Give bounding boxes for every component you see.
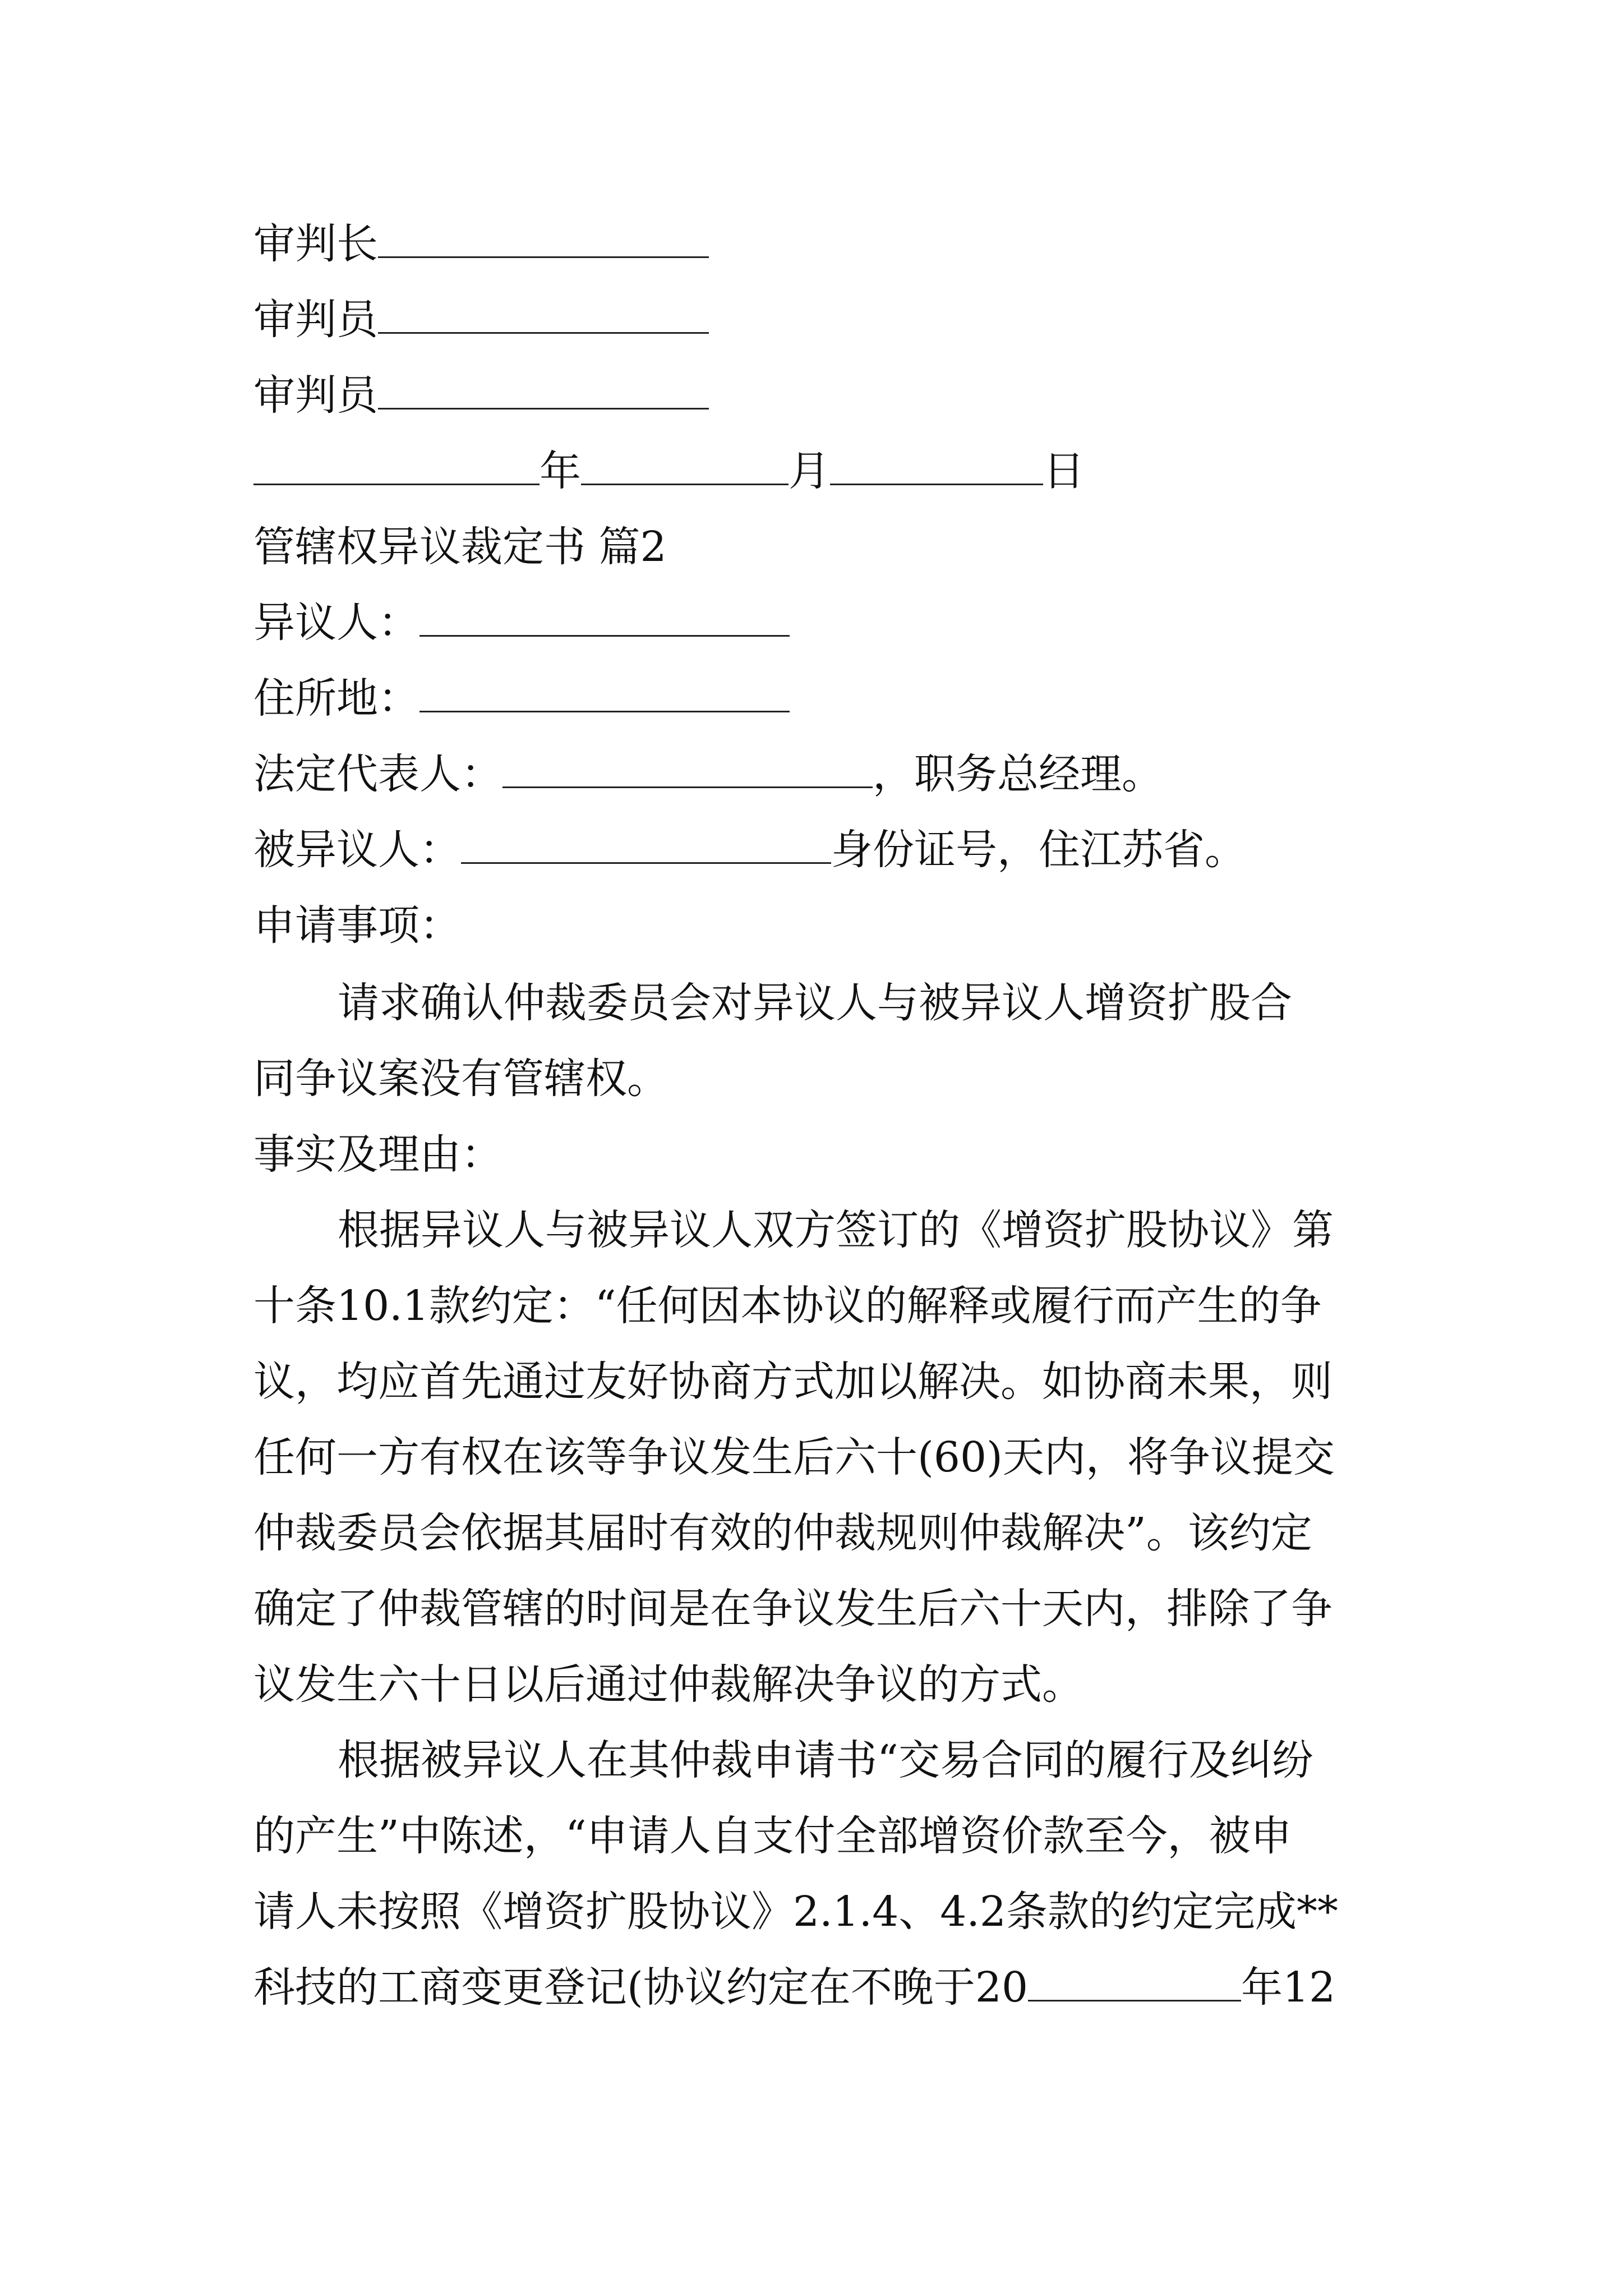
day-label: 日 xyxy=(1043,447,1085,495)
legal-rep-suffix: ，职务总经理。 xyxy=(873,750,1163,798)
facts-para1-line-7: 议发生六十日以后通过仲裁解决争议的方式。 xyxy=(253,1660,1083,1709)
respondent-line xyxy=(253,822,1375,878)
month-label: 月 xyxy=(789,447,830,495)
address-blank xyxy=(419,676,790,712)
judge-blank-1 xyxy=(378,297,709,334)
day-blank xyxy=(830,449,1043,485)
judge-line-2 xyxy=(253,367,1375,424)
last-line-suffix: 年12 xyxy=(1241,1963,1336,2012)
facts-para1-line-3: 议，均应首先通过友好协商方式加以解决。如协商未果，则 xyxy=(253,1358,1332,1406)
request-heading: 申请事项： xyxy=(253,901,461,950)
chief-judge-blank xyxy=(378,222,709,258)
date-line xyxy=(253,443,1375,499)
legal-rep-line xyxy=(253,746,1375,802)
legal-rep-label: 法定代表人： xyxy=(253,750,502,798)
section-title: 管辖权异议裁定书 篇2 xyxy=(253,523,667,571)
objector-line xyxy=(253,595,1375,651)
facts-para1-line-2: 十条10.1款约定：“任何因本协议的解释或履行而产生的争 xyxy=(253,1282,1322,1330)
judge-label-2: 审判员 xyxy=(253,371,378,420)
judge-blank-2 xyxy=(378,373,709,409)
facts-heading: 事实及理由： xyxy=(253,1130,502,1179)
facts-para1-line-4: 任何一方有权在该等争议发生后六十(60)天内，将争议提交 xyxy=(253,1433,1335,1481)
facts-para1-line-6: 确定了仲裁管辖的时间是在争议发生后六十天内，排除了争 xyxy=(253,1585,1332,1633)
legal-rep-blank xyxy=(502,752,873,788)
year-label: 年 xyxy=(540,447,581,495)
request-line-1: 请求确认仲裁委员会对异议人与被异议人增资扩股合 xyxy=(338,979,1292,1027)
month-blank xyxy=(581,449,789,485)
address-label: 住所地： xyxy=(253,674,419,723)
respondent-label: 被异议人： xyxy=(253,826,461,874)
judge-label-1: 审判员 xyxy=(253,296,378,344)
facts-para1-line-5: 仲裁委员会依据其届时有效的仲裁规则仲裁解决”。该约定 xyxy=(253,1509,1312,1557)
request-line-2: 同争议案没有管辖权。 xyxy=(253,1055,668,1103)
objector-label: 异议人： xyxy=(253,599,419,647)
facts-para1-line-1: 根据异议人与被异议人双方签订的《增资扩股协议》第 xyxy=(338,1206,1334,1254)
judge-line-1 xyxy=(253,292,1375,348)
chief-judge-line xyxy=(253,216,1375,272)
facts-para2-line-3: 请人未按照《增资扩股协议》2.1.4、4.2条款的约定完成** xyxy=(253,1888,1338,1936)
facts-para2-line-4 xyxy=(253,1959,1375,2016)
objector-blank xyxy=(419,600,790,637)
facts-para2-line-1: 根据被异议人在其仲裁申请书“交易合同的履行及纠纷 xyxy=(338,1736,1313,1784)
year-blank xyxy=(253,449,540,485)
year-fill-blank xyxy=(1028,1965,1241,2001)
address-line xyxy=(253,670,1375,726)
respondent-blank xyxy=(461,827,831,864)
facts-para2-line-2: 的产生”中陈述，“申请人自支付全部增资价款至今，被申 xyxy=(253,1812,1292,1860)
last-line-prefix: 科技的工商变更登记(协议约定在不晚于20 xyxy=(253,1963,1029,2012)
chief-judge-label: 审判长 xyxy=(253,220,378,268)
respondent-suffix: 身份证号，住江苏省。 xyxy=(831,826,1246,874)
